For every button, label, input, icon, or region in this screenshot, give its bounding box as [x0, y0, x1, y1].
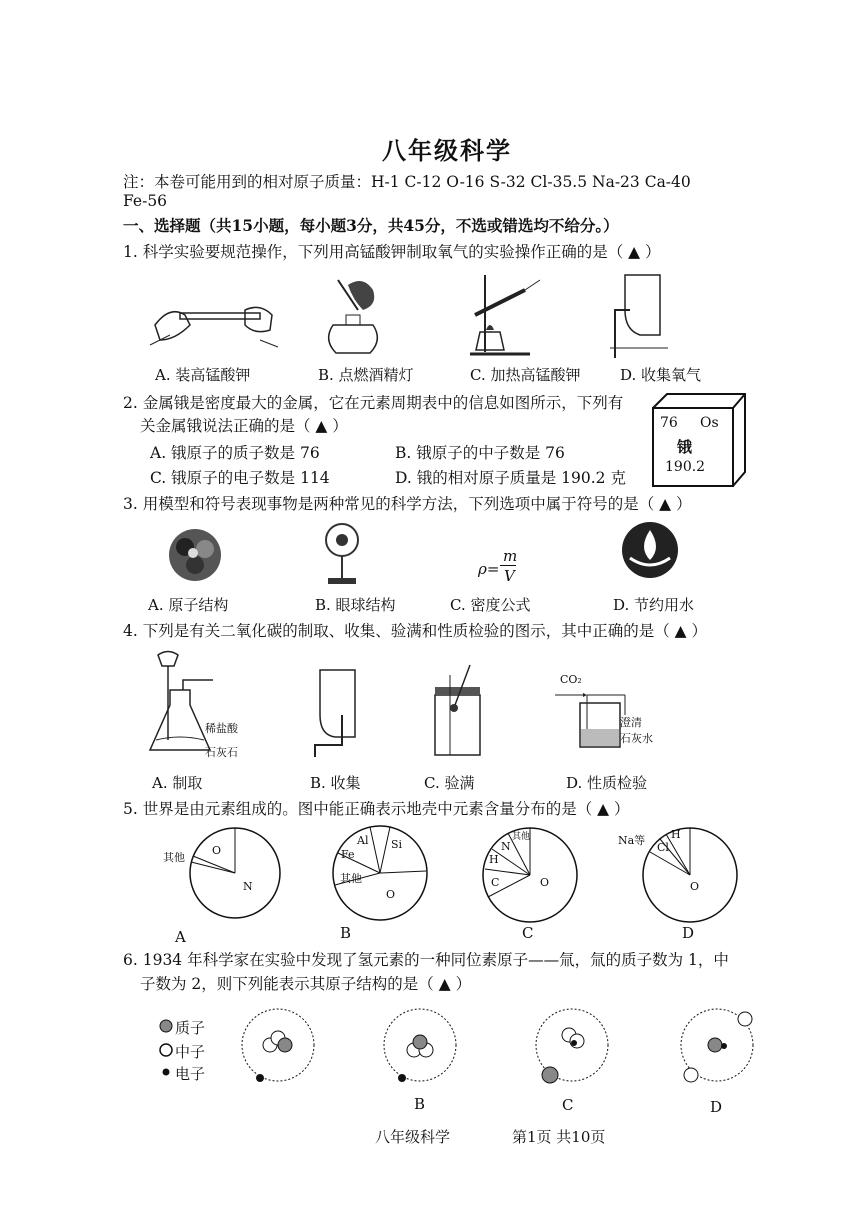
q1-option-d: D. 收集氧气: [620, 366, 702, 384]
q4-label-co2: CO₂: [560, 673, 582, 686]
q4-figure-c: [430, 665, 485, 760]
pie-a-label-o: O: [212, 844, 222, 857]
pie-b-label-other: 其他: [340, 872, 362, 885]
pie-c-label-other: 其他: [512, 832, 531, 842]
legend-electron: 电子: [175, 1065, 206, 1083]
q6-letter-b: B: [414, 1095, 426, 1113]
q5-letter-d: D: [682, 924, 695, 942]
q4-label-acid: 稀盐酸: [205, 722, 238, 735]
q4-label-lime-1: 澄清: [620, 716, 642, 729]
q2-option-d: D. 锇的相对原子质量是 190.2 克: [395, 469, 626, 487]
q5-letter-b: B: [340, 924, 352, 942]
element-symbol: Os: [700, 415, 719, 431]
legend-proton: 质子: [175, 1019, 206, 1037]
q3-figure-a: [165, 525, 225, 585]
q3-figure-d-water-drop: [620, 520, 680, 580]
q3-option-a: A. 原子结构: [148, 596, 229, 614]
note-line-2: Fe-56: [123, 192, 168, 210]
q1-figure-b: [318, 275, 388, 360]
section-heading: 一、选择题（共15小题，每小题3分，共45分，不选或错选均不给分。）: [123, 216, 619, 235]
q2-stem-2: 关金属锇说法正确的是（ ▲ ）: [140, 417, 348, 435]
q4-option-a: A. 制取: [152, 774, 203, 792]
pie-c-label-o: O: [540, 876, 550, 889]
q6-atom-d: [677, 1005, 757, 1085]
footer-page: 第1页 共10页: [512, 1128, 606, 1146]
q3-stem: 3. 用模型和符号表现事物是两种常见的科学方法，下列选项中属于符号的是（ ▲ ）: [123, 495, 692, 513]
q6-stem-1: 6. 1934 年科学家在实验中发现了氢元素的一种同位素原子——氚，氚的质子数为 1，中: [123, 951, 729, 969]
q5-pie-d: [640, 825, 740, 925]
q1-option-a: A. 装高锰酸钾: [155, 366, 251, 384]
q2-stem-1: 2. 金属锇是密度最大的金属，它在元素周期表中的信息如图所示，下列有: [123, 394, 624, 412]
pie-d-label-cl: Cl: [657, 841, 669, 854]
q1-stem: 1. 科学实验要规范操作，下列用高锰酸钾制取氧气的实验操作正确的是（ ▲ ）: [123, 243, 661, 261]
q3-option-c: C. 密度公式: [450, 596, 531, 614]
q6-stem-2: 子数为 2，则下列能表示其原子结构的是（ ▲ ）: [140, 975, 472, 993]
legend-neutron: 中子: [175, 1043, 206, 1061]
q6-letter-c: C: [562, 1096, 574, 1114]
pie-a-label-other: 其他: [163, 851, 185, 864]
q5-stem: 5. 世界是由元素组成的。图中能正确表示地壳中元素含量分布的是（ ▲ ）: [123, 800, 630, 818]
q1-option-b: B. 点燃酒精灯: [318, 366, 414, 384]
q3-option-d: D. 节约用水: [613, 596, 695, 614]
pie-b-label-o: O: [386, 888, 396, 901]
formula-bar: [500, 565, 516, 566]
pie-d-label-o: O: [690, 880, 700, 893]
pie-a-label-n: N: [243, 880, 253, 893]
q1-figure-c: [470, 270, 550, 360]
pie-b-label-al: Al: [357, 834, 369, 847]
q6-letter-d: D: [710, 1098, 723, 1116]
formula-numerator: m: [503, 547, 518, 565]
page-title: 八年级科学: [382, 136, 512, 165]
q6-atom-c: [532, 1005, 612, 1085]
note-line-1: 注：本卷可能用到的相对原子质量：H-1 C-12 O-16 S-32 Cl-35.5 Na-23 Ca-40: [123, 173, 691, 191]
footer-subject: 八年级科学: [375, 1128, 451, 1146]
q4-figure-b: [310, 665, 365, 760]
formula-lhs: ρ=: [478, 560, 500, 578]
q4-label-stone: 石灰石: [205, 746, 238, 759]
q2-option-c: C. 锇原子的电子数是 114: [150, 469, 330, 487]
q4-figure-d: [555, 685, 630, 755]
pie-c-label-c: C: [491, 876, 500, 889]
q4-option-d: D. 性质检验: [566, 774, 648, 792]
q4-stem: 4. 下列是有关二氧化碳的制取、收集、验满和性质检验的图示，其中正确的是（ ▲ ）: [123, 622, 707, 640]
q4-label-lime-2: 石灰水: [620, 732, 653, 745]
pie-c-label-h: H: [489, 853, 499, 866]
q3-figure-b: [320, 520, 365, 590]
element-card-box: [645, 390, 745, 490]
formula-denominator: V: [504, 567, 515, 585]
legend-neutron-icon: [158, 1042, 174, 1058]
q6-atom-b: [380, 1005, 460, 1085]
element-name: 锇: [677, 438, 693, 456]
legend-electron-icon: [160, 1066, 172, 1078]
q4-option-b: B. 收集: [310, 774, 361, 792]
pie-d-label-h: H: [671, 828, 681, 841]
q1-figure-a: [150, 285, 280, 355]
q2-option-a: A. 锇原子的质子数是 76: [150, 444, 320, 462]
pie-d-label-na: Na等: [618, 834, 646, 847]
element-number: 76: [660, 415, 678, 431]
q1-option-c: C. 加热高锰酸钾: [470, 366, 581, 384]
q2-option-b: B. 锇原子的中子数是 76: [395, 444, 565, 462]
q3-option-b: B. 眼球结构: [315, 596, 396, 614]
q5-letter-a: A: [175, 928, 186, 946]
q4-option-c: C. 验满: [424, 774, 475, 792]
q5-letter-c: C: [522, 924, 534, 942]
q1-figure-d: [610, 270, 670, 360]
legend-proton-icon: [158, 1018, 174, 1034]
element-mass: 190.2: [665, 459, 706, 475]
q6-atom-a: [238, 1005, 318, 1085]
pie-c-label-n: N: [501, 840, 511, 853]
pie-b-label-fe: Fe: [341, 848, 355, 861]
pie-b-label-si: Si: [391, 838, 403, 851]
q5-pie-a: [185, 828, 285, 928]
